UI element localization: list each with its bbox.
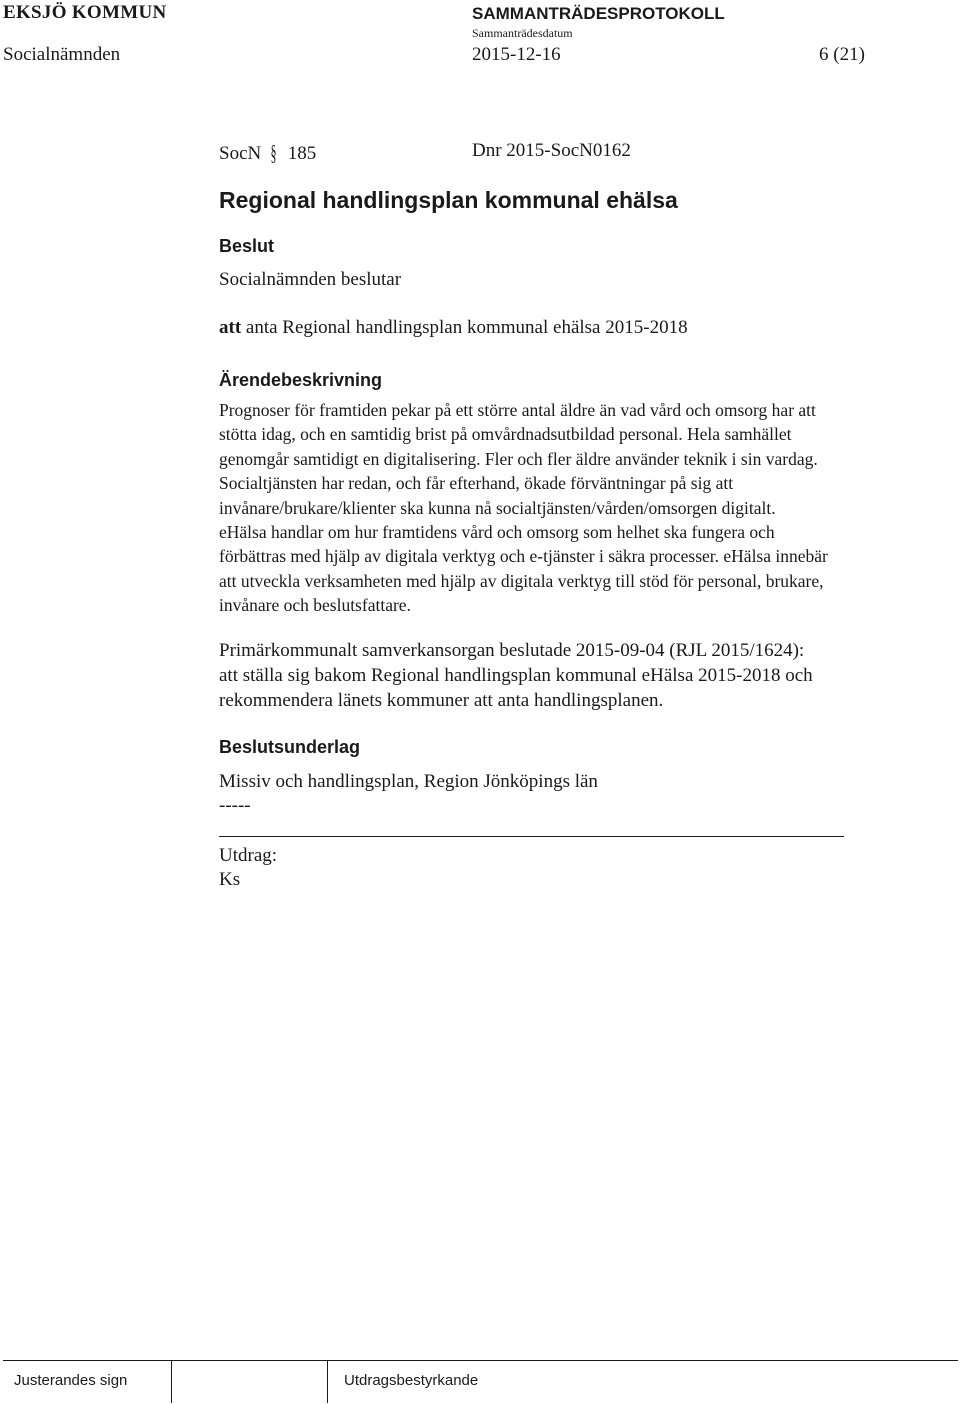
certification-field-label: Utdragsbestyrkande — [344, 1372, 479, 1389]
att-keyword: att — [219, 317, 242, 338]
decision-intro: Socialnämnden beslutar — [219, 269, 402, 290]
signature-field-label: Justerandes sign — [14, 1372, 128, 1389]
description-line: förbättras med hjälp av digitala verktyg och e-tjänster i säkra processer. eHälsa innebär — [219, 546, 828, 567]
organization-name: EKSJÖ KOMMUN — [3, 2, 167, 23]
page-number: 6 (21) — [819, 44, 865, 65]
description-body — [219, 398, 939, 618]
description-heading: Ärendebeskrivning — [219, 370, 383, 390]
item-title: Regional handlingsplan kommunal ehälsa — [219, 187, 678, 213]
extract-label: Utdrag: — [219, 845, 278, 866]
basis-item: Missiv och handlingsplan, Region Jönköpings län — [219, 771, 598, 792]
committee-name: Socialnämnden — [3, 44, 121, 65]
meeting-date-label: Sammanträdesdatum — [472, 26, 573, 40]
description-line: Socialtjänsten har redan, och får efterhand, ökade förväntningar på sig att — [219, 473, 734, 494]
case-number: Dnr 2015-SocN0162 — [472, 140, 631, 161]
document-type: SAMMANTRÄDESPROTOKOLL — [472, 4, 725, 23]
paragraph-prefix: SocN — [219, 143, 262, 164]
decision-att-clause — [219, 317, 688, 339]
prior-decision-line: rekommendera länets kommuner att anta handlingsplanen. — [219, 690, 664, 711]
description-line: invånare och beslutsfattare. — [219, 595, 411, 616]
separator-line — [219, 836, 844, 837]
meeting-date: 2015-12-16 — [472, 44, 561, 65]
description-line: stötta idag, och en samtidig brist på omvårdnadsutbildad personal. Hela samhället — [219, 424, 792, 445]
description-line: att utveckla verksamheten med hjälp av digitala verktyg till stöd för personal, brukare, — [219, 570, 824, 591]
paragraph-number: 185 — [287, 143, 317, 164]
footer-divider — [3, 1360, 958, 1361]
basis-dashes: ----- — [219, 795, 251, 816]
att-text: anta Regional handlingsplan kommunal ehälsa 2015-2018 — [241, 317, 688, 338]
description-line: Prognoser för framtiden pekar på ett större antal äldre än vad vård och omsorg har att — [219, 400, 816, 420]
description-line: invånare/brukare/klienter ska kunna nå socialtjänsten/vården/omsorgen digitalt. — [219, 497, 776, 518]
prior-decision-line: att ställa sig bakom Regional handlingsplan kommunal eHälsa 2015-2018 och — [219, 665, 813, 686]
section-symbol: § — [270, 140, 277, 165]
decision-heading: Beslut — [219, 236, 275, 256]
basis-heading: Beslutsunderlag — [219, 737, 361, 757]
footer-separator — [327, 1361, 328, 1403]
paragraph-reference — [219, 140, 316, 166]
extract-recipient: Ks — [219, 869, 241, 890]
prior-decision-line: Primärkommunalt samverkansorgan beslutade 2015-09-04 (RJL 2015/1624): — [219, 640, 805, 661]
description-line: genomgår samtidigt en digitalisering. Fler och fler äldre använder teknik i sin vardag. — [219, 448, 818, 469]
description-line: eHälsa handlar om hur framtidens vård och omsorg som helhet ska fungera och — [219, 522, 775, 543]
footer-separator — [171, 1361, 172, 1403]
